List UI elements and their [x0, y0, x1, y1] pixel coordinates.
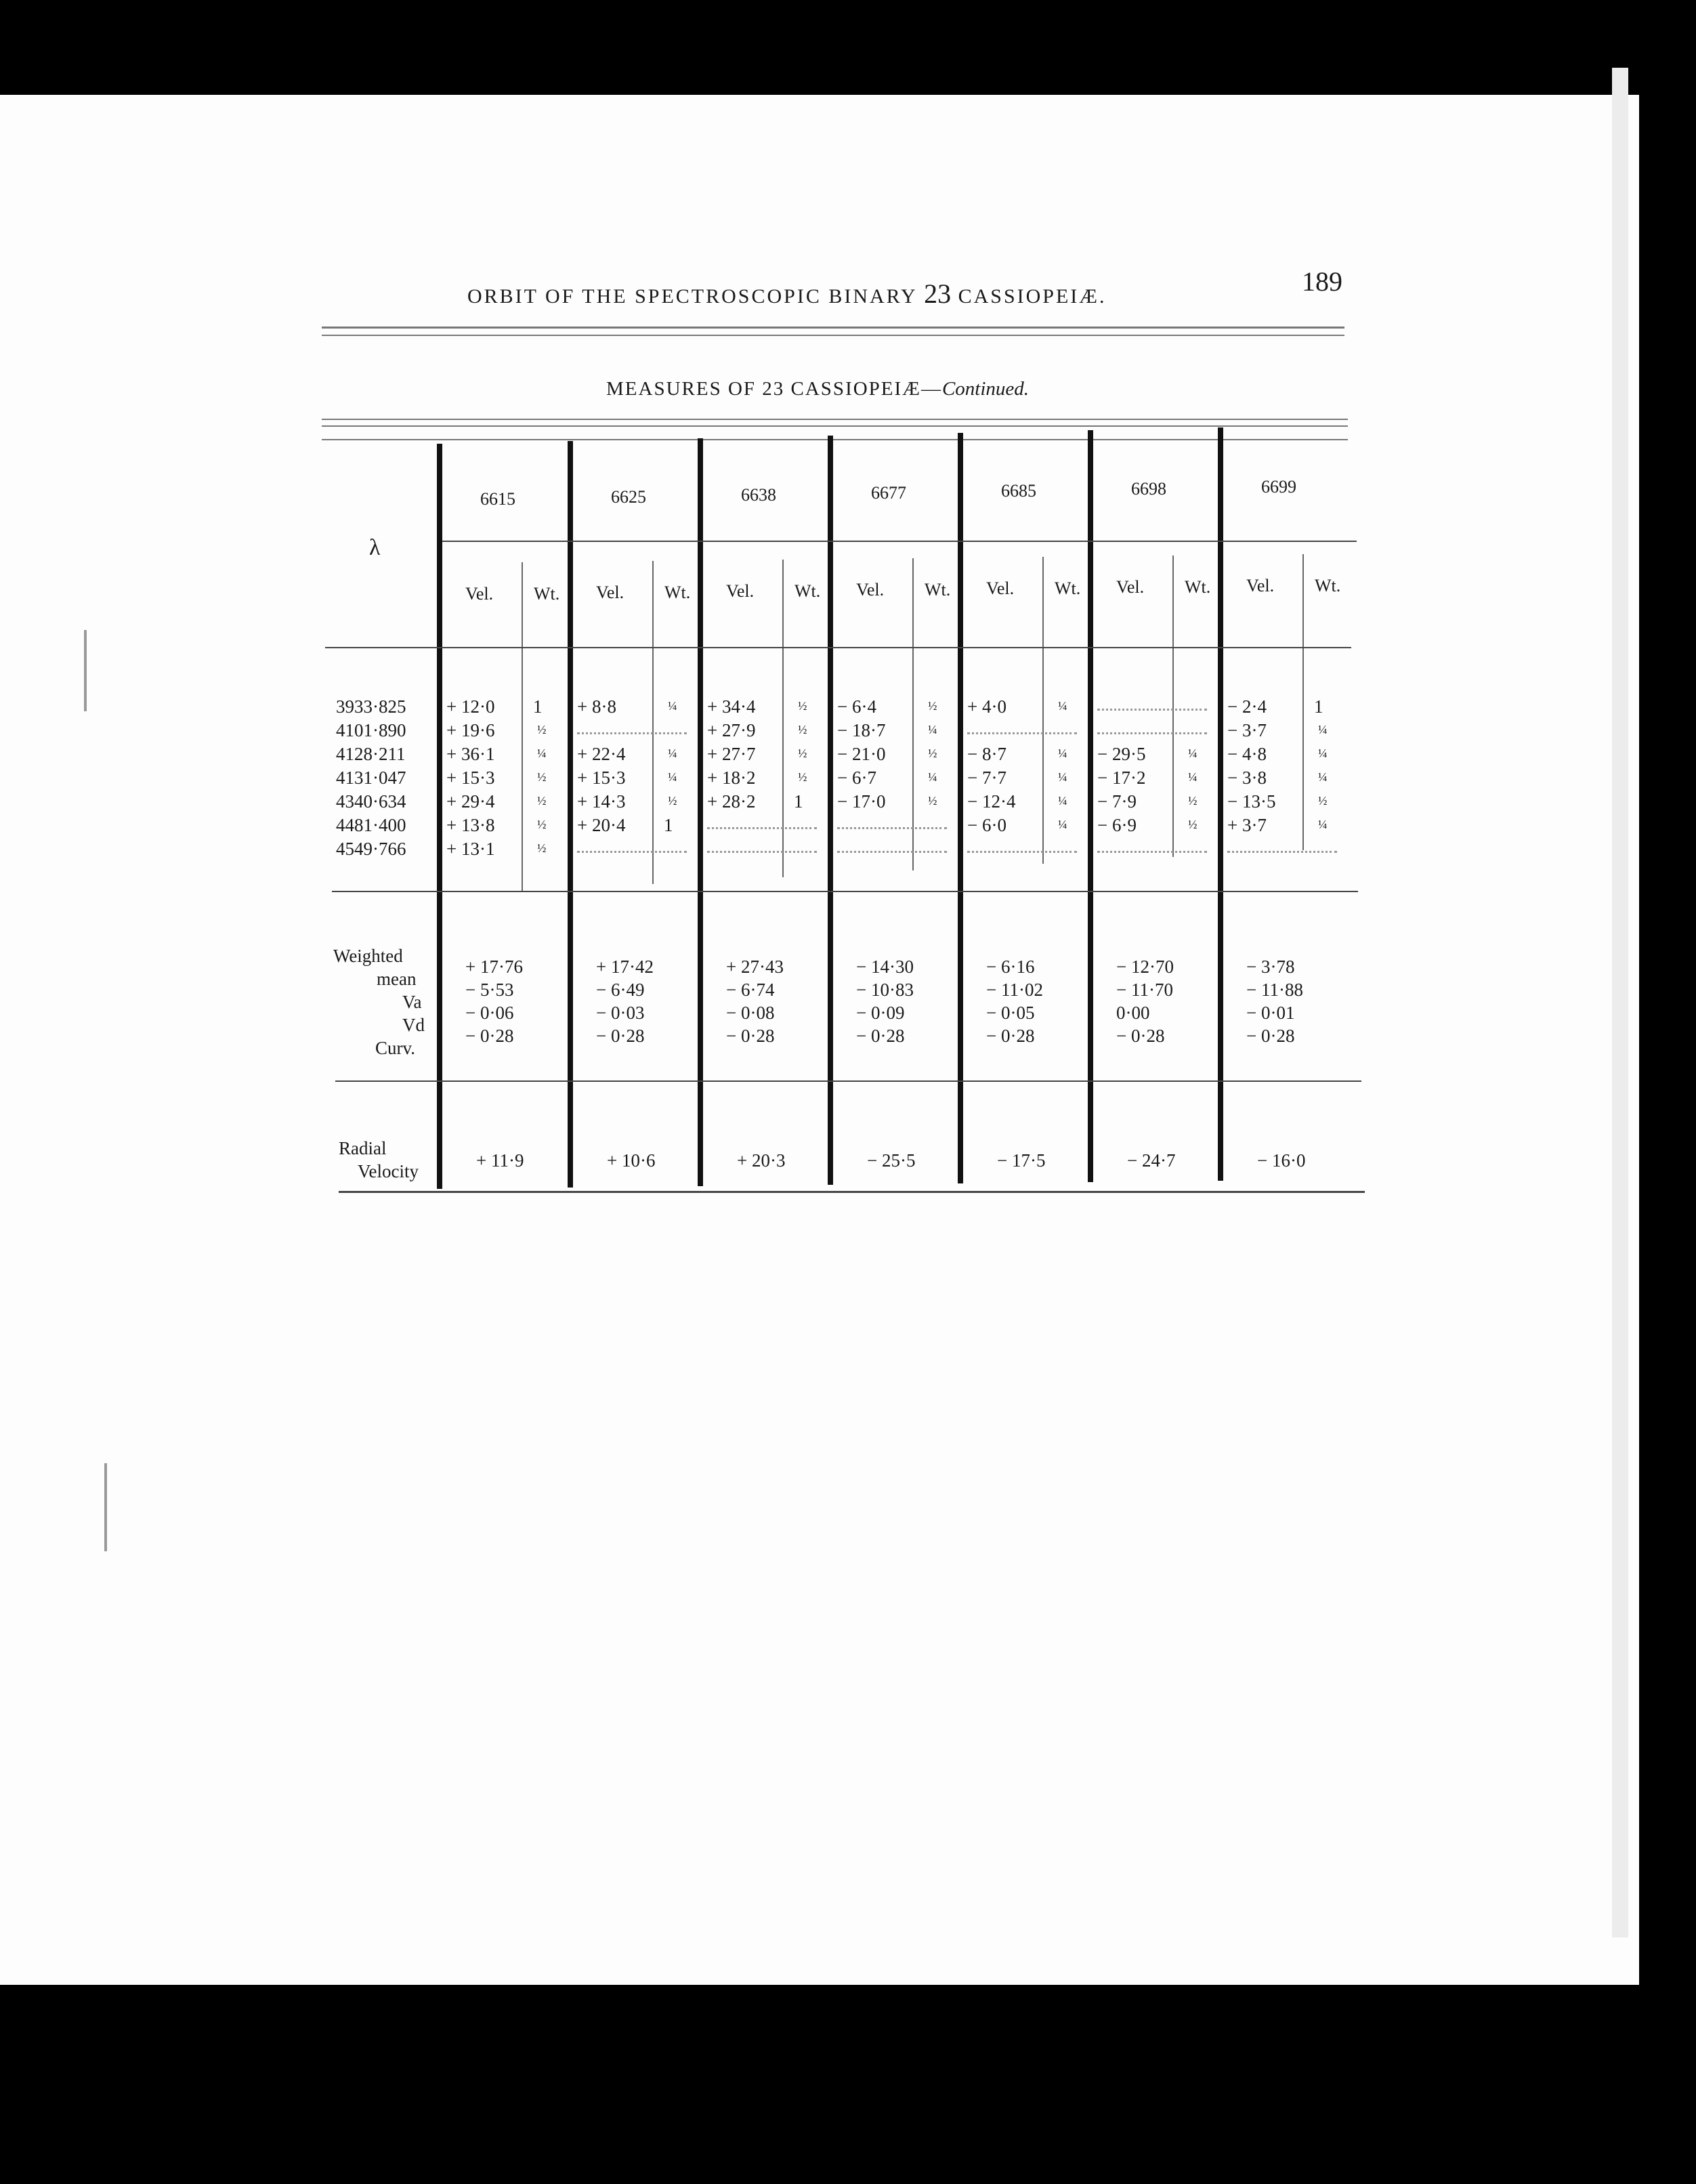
header-title-tail: CASSIOPEIÆ. — [958, 285, 1107, 308]
wt-value: ½ — [928, 794, 937, 807]
vel-value: + 18·2 — [707, 768, 756, 788]
summary-value: − 0·28 — [596, 1026, 645, 1046]
radial-velocity-value: + 20·3 — [737, 1150, 786, 1171]
vel-wt-divider — [1302, 554, 1304, 850]
vel-wt-divider — [1172, 555, 1174, 857]
wt-subheader: Wt. — [925, 580, 951, 600]
radial-velocity-value: + 11·9 — [476, 1150, 524, 1171]
vel-value: − 6·4 — [837, 696, 876, 717]
wt-value: ½ — [537, 723, 547, 736]
vel-value: + 20·4 — [577, 815, 626, 835]
scan-mark-2 — [104, 1463, 107, 1551]
wt-value: ½ — [798, 770, 807, 784]
vel-subheader: Vel. — [726, 581, 755, 601]
vel-subheader: Vel. — [1116, 577, 1145, 597]
column-divider — [568, 441, 573, 1188]
wavelength-label: 4131·047 — [336, 768, 406, 788]
wavelength-label: 4549·766 — [336, 839, 406, 859]
wt-value: ¼ — [668, 699, 677, 713]
empty-cell-leader — [707, 827, 817, 829]
summary-value: − 11·02 — [986, 980, 1043, 1000]
summary-value: + 17·42 — [596, 957, 654, 977]
summary-value: − 11·70 — [1116, 980, 1173, 1000]
summary-value: − 12·70 — [1116, 957, 1174, 977]
vel-subheader: Vel. — [596, 583, 624, 602]
table-bottom-rule — [339, 1191, 1365, 1193]
wt-value: 1 — [794, 791, 803, 812]
column-divider — [828, 436, 833, 1185]
wavelength-label: 3933·825 — [336, 696, 406, 717]
vel-value: − 13·5 — [1227, 791, 1276, 812]
summary-value: − 0·05 — [986, 1003, 1035, 1023]
empty-cell-leader — [577, 732, 687, 734]
summary-value: − 0·28 — [1116, 1026, 1165, 1046]
vel-wt-divider — [782, 560, 784, 877]
vel-value: − 2·4 — [1227, 696, 1267, 717]
wt-value: ¼ — [537, 747, 547, 760]
summary-value: + 27·43 — [726, 957, 784, 977]
vel-value: − 3·8 — [1227, 768, 1267, 788]
vel-value: + 13·8 — [446, 815, 495, 835]
column-header-6699: 6699 — [1261, 477, 1296, 497]
wt-value: ½ — [537, 794, 547, 807]
vel-value: − 21·0 — [837, 744, 886, 764]
wt-value: ¼ — [1058, 699, 1067, 713]
vel-value: − 6·0 — [967, 815, 1006, 835]
empty-cell-leader — [837, 827, 947, 829]
wt-subheader: Wt. — [1315, 576, 1341, 595]
empty-cell-leader — [1227, 851, 1337, 853]
empty-cell-leader — [1097, 709, 1207, 711]
summary-value: − 14·30 — [856, 957, 914, 977]
wt-value: ½ — [798, 723, 807, 736]
vel-value: + 8·8 — [577, 696, 616, 717]
header-title: ORBIT OF THE SPECTROSCOPIC BINARY — [467, 285, 917, 308]
column-divider — [1088, 430, 1093, 1182]
vel-value: − 3·7 — [1227, 720, 1267, 740]
wt-subheader: Wt. — [534, 584, 560, 604]
page-number: 189 — [1302, 266, 1342, 297]
summary-value: − 0·03 — [596, 1003, 645, 1023]
header-rule-2 — [322, 335, 1344, 336]
vel-wt-divider — [522, 562, 523, 891]
caption-main: MEASURES OF 23 CASSIOPEIÆ— — [606, 378, 942, 400]
vel-value: − 6·9 — [1097, 815, 1137, 835]
summary-value: − 3·78 — [1246, 957, 1295, 977]
summary-value: − 0·28 — [1246, 1026, 1295, 1046]
summary-value: − 5·53 — [465, 980, 514, 1000]
summary-label-mean: mean — [377, 969, 417, 989]
vel-value: − 4·8 — [1227, 744, 1267, 764]
vel-value: + 34·4 — [707, 696, 756, 717]
vel-value: − 29·5 — [1097, 744, 1146, 764]
column-header-6698: 6698 — [1131, 479, 1166, 499]
summary-value: − 0·08 — [726, 1003, 775, 1023]
wt-value: ¼ — [1058, 747, 1067, 760]
wt-value: ½ — [1318, 794, 1328, 807]
empty-cell-leader — [707, 851, 817, 853]
wt-value: ½ — [1188, 818, 1197, 831]
vel-value: − 18·7 — [837, 720, 886, 740]
wavelength-label: 4101·890 — [336, 720, 406, 740]
vel-wt-divider — [652, 561, 654, 884]
wavelength-label: 4340·634 — [336, 791, 406, 812]
vel-value: − 12·4 — [967, 791, 1016, 812]
summary-value: − 0·28 — [726, 1026, 775, 1046]
data-bottom-rule — [332, 891, 1358, 892]
wt-value: ½ — [798, 699, 807, 713]
summary-label-curv: Curv. — [375, 1038, 415, 1058]
radial-velocity-value: + 10·6 — [607, 1150, 656, 1171]
running-header — [467, 278, 1106, 310]
header-title-number: 23 — [924, 278, 952, 309]
empty-cell-leader — [1097, 732, 1207, 734]
wt-value: 1 — [533, 696, 543, 717]
empty-cell-leader — [967, 851, 1077, 853]
wt-subheader: Wt. — [664, 583, 691, 602]
summary-value: + 17·76 — [465, 957, 523, 977]
wavelength-label: 4128·211 — [336, 744, 406, 764]
vel-value: + 28·2 — [707, 791, 756, 812]
vel-value: + 27·9 — [707, 720, 756, 740]
table-top-rule — [322, 439, 1348, 440]
column-divider — [698, 438, 703, 1186]
empty-cell-leader — [837, 851, 947, 853]
wt-value: 1 — [1314, 696, 1323, 717]
vel-wt-divider — [912, 558, 914, 870]
radial-label-line2: Velocity — [358, 1161, 419, 1181]
summary-value: 0·00 — [1116, 1003, 1150, 1023]
wt-value: ¼ — [1318, 723, 1328, 736]
radial-velocity-value: − 25·5 — [867, 1150, 916, 1171]
wt-subheader: Wt. — [794, 581, 821, 601]
wt-value: ½ — [1188, 794, 1197, 807]
summary-value: − 0·28 — [856, 1026, 905, 1046]
wt-value: ¼ — [1318, 818, 1328, 831]
wt-subheader: Wt. — [1055, 579, 1081, 598]
wt-value: ¼ — [928, 723, 937, 736]
wt-value: ½ — [537, 770, 547, 784]
vel-value: + 15·3 — [577, 768, 626, 788]
subheader-rule — [442, 541, 1357, 542]
empty-cell-leader — [967, 732, 1077, 734]
header-bottom-rule — [325, 647, 1351, 648]
vel-value: + 15·3 — [446, 768, 495, 788]
radial-velocity-value: − 24·7 — [1127, 1150, 1176, 1171]
summary-value: − 0·09 — [856, 1003, 905, 1023]
summary-value: − 0·28 — [986, 1026, 1035, 1046]
wt-value: ¼ — [668, 747, 677, 760]
summary-value: − 10·83 — [856, 980, 914, 1000]
vel-subheader: Vel. — [856, 580, 885, 600]
wt-value: ¼ — [1318, 770, 1328, 784]
wavelength-label: 4481·400 — [336, 815, 406, 835]
caption-italic: Continued. — [941, 378, 1030, 400]
radial-label-line1: Radial — [339, 1138, 387, 1158]
wt-value: ½ — [928, 699, 937, 713]
table-caption — [606, 378, 1029, 400]
vel-value: + 3·7 — [1227, 815, 1267, 835]
vel-value: + 4·0 — [967, 696, 1006, 717]
vel-value: − 17·0 — [837, 791, 886, 812]
wt-value: ½ — [537, 841, 547, 855]
empty-cell-leader — [1097, 851, 1207, 853]
empty-cell-leader — [577, 851, 687, 853]
summary-value: − 6·49 — [596, 980, 645, 1000]
lambda-header: λ — [369, 535, 381, 560]
caption-rule-top — [322, 419, 1348, 420]
column-header-6615: 6615 — [480, 489, 515, 509]
vel-value: + 27·7 — [707, 744, 756, 764]
vel-subheader: Vel. — [1246, 576, 1275, 595]
column-header-6685: 6685 — [1001, 481, 1036, 501]
summary-value: − 6·74 — [726, 980, 775, 1000]
summary-value: − 11·88 — [1246, 980, 1303, 1000]
wt-value: ½ — [798, 747, 807, 760]
wt-value: ¼ — [1058, 818, 1067, 831]
scan-mark — [84, 630, 87, 711]
wt-value: ½ — [537, 818, 547, 831]
radial-velocity-value: − 16·0 — [1257, 1150, 1306, 1171]
wt-value: 1 — [664, 815, 673, 835]
vel-value: + 12·0 — [446, 696, 495, 717]
vel-value: − 7·9 — [1097, 791, 1137, 812]
vel-value: − 7·7 — [967, 768, 1006, 788]
vel-value: + 14·3 — [577, 791, 626, 812]
vel-subheader: Vel. — [465, 584, 494, 604]
vel-value: − 6·7 — [837, 768, 876, 788]
summary-value: − 0·01 — [1246, 1003, 1295, 1023]
radial-velocity-value: − 17·5 — [997, 1150, 1046, 1171]
summary-bottom-rule — [335, 1080, 1361, 1082]
wt-value: ¼ — [1188, 747, 1197, 760]
wt-value: ¼ — [928, 770, 937, 784]
summary-label-va: Va — [402, 992, 422, 1012]
vel-wt-divider — [1042, 557, 1044, 864]
wt-value: ¼ — [668, 770, 677, 784]
column-divider — [958, 433, 963, 1183]
summary-value: − 0·06 — [465, 1003, 514, 1023]
wt-value: ¼ — [1058, 794, 1067, 807]
wt-value: ½ — [668, 794, 677, 807]
caption-rule-bottom — [322, 425, 1348, 427]
wt-value: ¼ — [1318, 747, 1328, 760]
wt-value: ¼ — [1058, 770, 1067, 784]
vel-value: − 8·7 — [967, 744, 1006, 764]
summary-value: − 6·16 — [986, 957, 1035, 977]
vel-value: + 13·1 — [446, 839, 495, 859]
column-divider — [437, 444, 442, 1189]
wt-value: ½ — [928, 747, 937, 760]
wt-value: ¼ — [1188, 770, 1197, 784]
summary-label-weighted: Weighted — [333, 946, 403, 966]
vel-value: − 17·2 — [1097, 768, 1146, 788]
header-rule — [322, 327, 1344, 329]
summary-value: − 0·28 — [465, 1026, 514, 1046]
wt-subheader: Wt. — [1185, 577, 1211, 597]
column-header-6677: 6677 — [871, 483, 906, 503]
vel-subheader: Vel. — [986, 579, 1015, 598]
vel-value: + 19·6 — [446, 720, 495, 740]
column-header-6625: 6625 — [611, 487, 646, 507]
page-edge — [1612, 68, 1628, 1937]
vel-value: + 36·1 — [446, 744, 495, 764]
vel-value: + 29·4 — [446, 791, 495, 812]
summary-label-vd: Vd — [402, 1015, 425, 1035]
column-header-6638: 6638 — [741, 485, 776, 505]
vel-value: + 22·4 — [577, 744, 626, 764]
